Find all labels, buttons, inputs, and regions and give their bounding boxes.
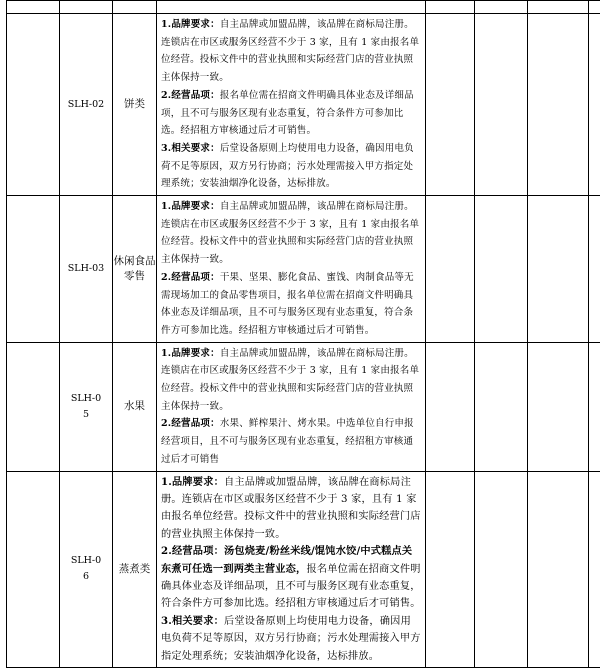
requirement-label: 2.经营品项： [161, 272, 220, 283]
blank-cell [475, 14, 528, 196]
requirement-label: 2.经营品项： [161, 90, 220, 101]
requirement-label: 2.经营品项：汤包烧麦/粉丝米线/馄饨水饺/中式糕点关东煮可任选一到两类主营业态， [161, 545, 412, 574]
blank-cell [589, 14, 600, 196]
code-cell: SLH-02 [60, 14, 113, 196]
requirements-cell [157, 342, 426, 471]
requirement-text: 报名单位需在招商文件明确具体业态及详细品项，且不可与服务区现有业态重复，符合条件方可参加比选。经招租方审核通过后才可销售。 [161, 90, 414, 136]
blank-cell [475, 1, 528, 14]
requirements-cell [157, 14, 426, 196]
blank-cell [589, 342, 600, 471]
requirement-text: 自主品牌或加盟品牌，该品牌在商标局注册。连锁店在市区或服务区经营不少于 3 家，且有 1 家由报名单位经营。投标文件中的营业执照和实际经营门店的营业执照主体保持一致。 [161, 19, 419, 83]
requirement-text: 自主品牌或加盟品牌，该品牌在商标局注册。连锁店在市区或服务区经营不少于 3 家，且有 1 家由报名单位经营。投标文件中的营业执照和实际经营门店的营业执照主体保持一致。 [161, 477, 421, 540]
requirement-label: 3.相关要求： [161, 143, 220, 154]
blank-cell [426, 471, 475, 667]
requirement-text: 自主品牌或加盟品牌，该品牌在商标局注册。连锁店在市区或服务区经营不少于 3 家，且有 1 家由报名单位经营。投标文件中的营业执照和实际经营门店的营业执照主体保持一致。 [161, 348, 419, 412]
table-row [7, 1, 600, 14]
requirement-text: 后堂设备原则上均使用电力设备，确因用电负荷不足等原因，双方另行协商；污水处理需接入甲方指定处理系统；安装油烟净化设备，达标排放。 [161, 143, 414, 189]
blank-cell [589, 196, 600, 343]
requirement-label: 1.品牌要求： [161, 348, 220, 359]
requirement-text: 干果、坚果、膨化食品、蜜饯、肉制食品等无需现场加工的食品零售项目，报名单位需在招商文件明确具体业态及详细品项，且不可与服务区现有业态重复，符合条件方可参加比选。经招租方审核通过后才可销售。 [161, 272, 414, 336]
category-cell: 水果 [113, 342, 157, 471]
blank-cell [475, 471, 528, 667]
table-body [7, 1, 600, 668]
requirement-label: 1.品牌要求： [161, 19, 220, 30]
requirements-cell [157, 196, 426, 343]
blank-cell [426, 14, 475, 196]
category-cell [113, 1, 157, 14]
requirement-paragraph [161, 474, 421, 544]
blank-cell [7, 471, 60, 667]
requirement-paragraph [161, 345, 421, 416]
requirement-paragraph [161, 415, 421, 468]
table-row [7, 196, 600, 343]
category-cell: 休闲食品零售 [113, 196, 157, 343]
blank-cell [7, 342, 60, 471]
requirement-label: 1.品牌要求： [161, 476, 224, 488]
blank-cell [589, 1, 600, 14]
blank-cell [528, 196, 589, 343]
requirement-paragraph [161, 613, 421, 665]
requirement-paragraph [161, 198, 421, 269]
table-row [7, 471, 600, 667]
blank-cell [528, 1, 589, 14]
category-cell: 蒸煮类 [113, 471, 157, 667]
table-row [7, 342, 600, 471]
code-part-2: 5 [83, 409, 89, 420]
requirement-text: 后堂设备原则上均使用电力设备，确因用电负荷不足等原因，双方另行协商；污水处理需接入甲方指定处理系统；安装油烟净化设备，达标排放。 [161, 616, 421, 662]
blank-cell [426, 1, 475, 14]
requirements-cell [157, 471, 426, 667]
blank-cell [426, 196, 475, 343]
blank-cell [589, 471, 600, 667]
code-cell [60, 471, 113, 667]
blank-cell [426, 342, 475, 471]
category-cell: 饼类 [113, 14, 157, 196]
blank-cell [7, 14, 60, 196]
blank-cell [475, 342, 528, 471]
requirement-label: 2.经营品项： [161, 418, 220, 429]
requirement-text: 报名单位需在招商文件明确具体业态及详细品项，且不可与服务区现有业态重复，符合条件方可参加比选。经招租方审核通过后才可销售。 [161, 564, 421, 610]
code-part-2: 6 [83, 571, 89, 582]
requirement-label: 3.相关要求： [161, 615, 224, 627]
requirement-text: 水果、鲜榨果汁、烤水果。中选单位自行申报经营项目，且不可与服务区现有业态重复，经招租方审核通过后才可销售 [161, 418, 414, 464]
blank-cell [528, 471, 589, 667]
code-cell [60, 342, 113, 471]
table-row [7, 14, 600, 196]
code-part-1: SLH-0 [71, 555, 101, 566]
blank-cell [528, 14, 589, 196]
requirement-label: 1.品牌要求： [161, 201, 220, 212]
requirements-table [6, 0, 600, 668]
code-part-1: SLH-0 [71, 393, 101, 404]
requirement-text: 自主品牌或加盟品牌，该品牌在商标局注册。连锁店在市区或服务区经营不少于 3 家，且有 1 家由报名单位经营。投标文件中的营业执照和实际经营门店的营业执照主体保持一致。 [161, 201, 419, 265]
requirement-paragraph [161, 16, 421, 87]
code-cell: SLH-03 [60, 196, 113, 343]
blank-cell [7, 196, 60, 343]
requirement-paragraph [161, 269, 421, 340]
requirements-cell [157, 1, 426, 14]
code-cell [60, 1, 113, 14]
requirement-paragraph [161, 543, 421, 613]
requirement-paragraph [161, 87, 421, 140]
blank-cell [528, 342, 589, 471]
requirement-paragraph [161, 140, 421, 193]
blank-cell [7, 1, 60, 14]
blank-cell [475, 196, 528, 343]
